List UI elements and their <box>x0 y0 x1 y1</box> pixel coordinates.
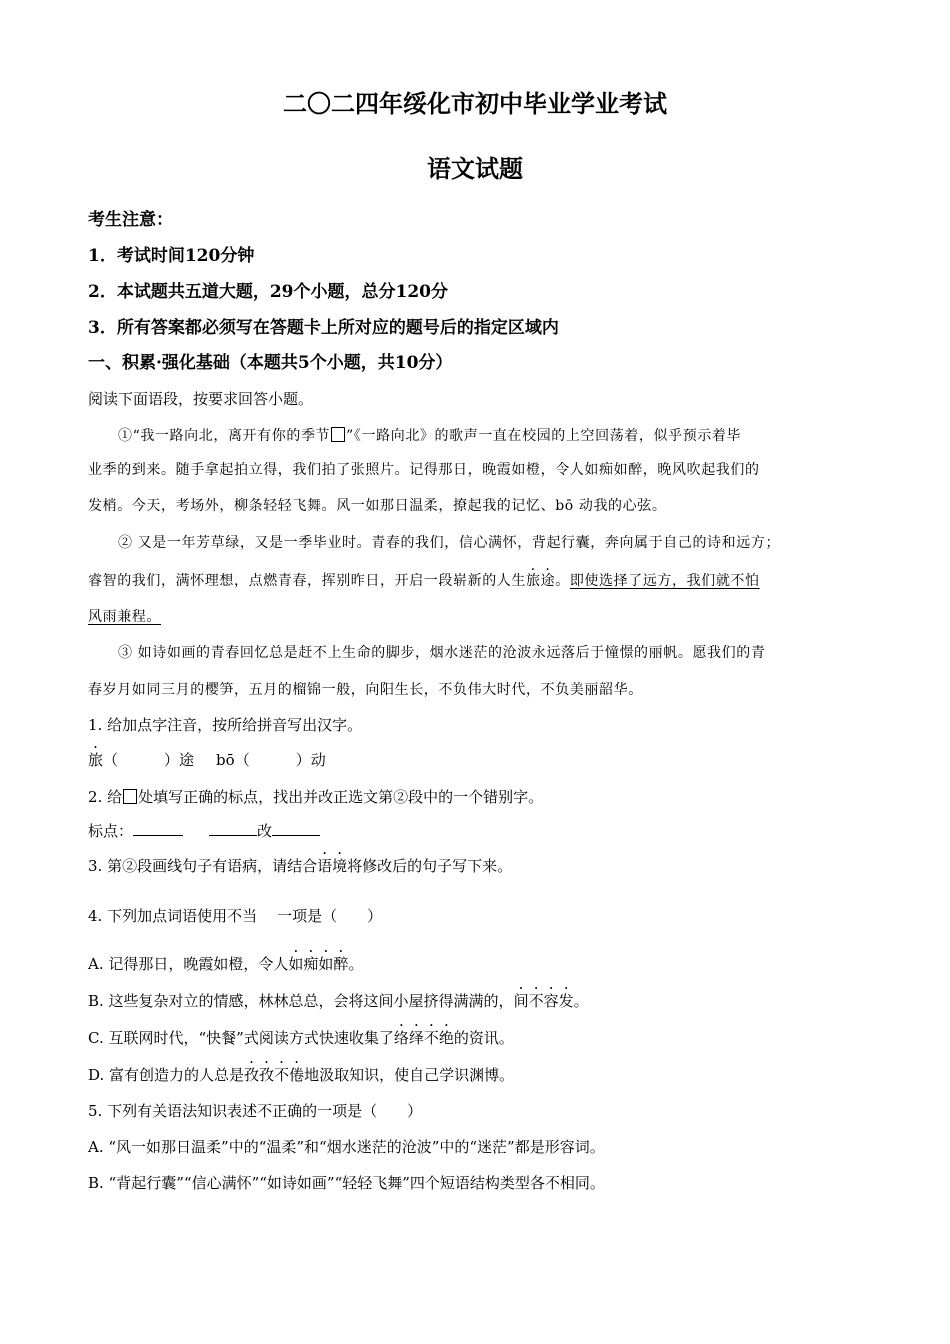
question-2-stem <box>88 789 543 805</box>
underlined-sentence: 即使选择了远方，我们就不怕 <box>569 573 760 589</box>
question-5-option-b: B. “背起行囊”“信心满怀”“如诗如画”“轻轻飞舞”四个短语结构类型各不相同。 <box>88 1174 605 1192</box>
passage-text: ”《一路向北》的歌声一直在校园的上空回荡着，似乎预示着毕 <box>346 428 742 444</box>
dotted-char: 容 <box>543 992 559 1010</box>
dotted-char: 间 <box>513 992 529 1010</box>
paren: （ <box>234 751 250 769</box>
question-1-answer-line <box>88 753 326 768</box>
dotted-char: 倦 <box>289 1066 305 1084</box>
option-text: 。 <box>348 955 364 973</box>
stem-text: 2. 给 <box>88 788 123 806</box>
blank-box <box>123 789 137 804</box>
passage-line: ③ 如诗如画的青春回忆总是赶不上生命的脚步，烟水迷茫的沧波永远落后于憧憬的丽帆。愿我们的青 <box>118 645 766 661</box>
passage-line: 发梢。今天，考场外，柳条轻轻飞舞。风一如那日温柔，撩起我的记忆、bō 动我的心弦。 <box>88 498 667 514</box>
question-4-stem <box>88 909 382 924</box>
section-intro: 阅读下面语段，按要求回答小题。 <box>88 390 314 408</box>
option-text: B. 这些复杂对立的情感，林林总总，会将这间小屋挤得满满的， <box>88 992 514 1010</box>
option-text: C. 互联网时代，“快餐”式阅读方式快速收集了 <box>88 1029 394 1047</box>
question-5-option-a: A. “风一如那日温柔”中的“温柔”和“烟水迷茫的沧波”中的“迷茫”都是形容词。 <box>88 1138 605 1156</box>
stem-text: 将修改后的句子写下来。 <box>347 857 513 875</box>
dotted-char: 不 <box>528 992 544 1010</box>
paren: （ <box>103 751 119 769</box>
dotted-char: 绎 <box>408 1029 424 1047</box>
dotted-char: 发 <box>558 992 574 1010</box>
option-text: A. 记得那日，晚霞如橙，令人 <box>88 955 289 973</box>
passage-text: ①“我一路向北，离开有你的季节 <box>118 428 331 444</box>
exam-title: 二〇二四年绥化市初中毕业学业考试 <box>283 89 667 118</box>
stem-text: 4. 下列加点词语使用不当 <box>88 907 258 925</box>
question-2-answer-line <box>88 824 320 839</box>
dotted-char: 旅 <box>526 573 541 589</box>
dotted-char: 孜 <box>259 1066 275 1084</box>
passage-line: 业季的到来。随手拿起拍立得，我们拍了张照片。记得那日，晚霞如橙，令人如痴如醉，晚风吹起我们的 <box>88 462 760 478</box>
passage-line: 春岁月如同三月的樱笋，五月的榴锦一般，向阳生长，不负伟大时代，不负美丽韶华。 <box>88 682 643 698</box>
stem-text: 5. 下列有关语法知识表述不正确的一项是（ <box>88 1102 378 1120</box>
dotted-char: 络 <box>393 1029 409 1047</box>
dotted-char: 绝 <box>438 1029 454 1047</box>
answer-blank[interactable] <box>272 834 320 836</box>
paren: ）途 <box>164 751 195 769</box>
stem-text: ） <box>367 907 383 925</box>
dotted-char: 如 <box>288 955 304 973</box>
passage-line <box>88 610 161 624</box>
passage-text: 睿智的我们，满怀理想，点燃青春，挥别昨日，开启一段崭新的人生 <box>88 573 526 589</box>
passage-text: 。 <box>555 573 570 589</box>
stem-text: 一项是（ <box>277 907 338 925</box>
label: 标点： <box>88 822 134 840</box>
question-4-option-b <box>88 994 589 1009</box>
pinyin: bō <box>216 751 235 769</box>
option-text: 地汲取知识，使自己学识渊博。 <box>304 1066 515 1084</box>
exam-subtitle: 语文试题 <box>427 154 523 183</box>
question-3-stem <box>88 859 512 874</box>
question-4-option-a <box>88 957 363 972</box>
dotted-char: 旅 <box>88 751 104 769</box>
dotted-char: 境 <box>332 857 348 875</box>
underlined-sentence: 风雨兼程。 <box>88 609 161 625</box>
paren: ）动 <box>295 751 326 769</box>
dotted-char: 不 <box>423 1029 439 1047</box>
dotted-char: 如 <box>318 955 334 973</box>
notice-heading: 考生注意： <box>88 210 173 230</box>
passage-line <box>118 427 741 443</box>
question-1-stem: 1. 给加点字注音，按所给拼音写出汉字。 <box>88 716 363 734</box>
dotted-char: 痴 <box>303 955 319 973</box>
dotted-char: 醉 <box>333 955 349 973</box>
passage-line: ② 又是一年芳草绿，又是一季毕业时。青春的我们，信心满怀，背起行囊，奔向属于自己的诗和远方； <box>118 535 781 551</box>
stem-text: 处填写正确的标点，找出并改正选文第②段中的一个错别字。 <box>138 788 544 806</box>
dotted-char: 语 <box>317 857 333 875</box>
stem-text: 3. 第②段画线句子有语病，请结合 <box>88 857 318 875</box>
passage-line <box>88 574 760 588</box>
answer-blank[interactable] <box>209 834 257 836</box>
blank-box <box>331 427 345 442</box>
dotted-char: 不 <box>274 1066 290 1084</box>
notice-item: 2．本试题共五道大题，29个小题，总分120分 <box>88 282 448 302</box>
option-text: D. 富有创造力的人总是 <box>88 1066 245 1084</box>
section-heading: 一、积累·强化基础（本题共5个小题，共10分） <box>88 353 453 373</box>
question-4-option-c <box>88 1031 514 1046</box>
question-4-option-d <box>88 1068 514 1083</box>
notice-item: 1．考试时间120分钟 <box>88 246 255 266</box>
option-text: 。 <box>573 992 589 1010</box>
answer-blank[interactable] <box>133 834 183 836</box>
notice-item: 3．所有答案都必须写在答题卡上所对应的题号后的指定区域内 <box>88 318 559 338</box>
question-5-stem <box>88 1104 422 1119</box>
label: 改 <box>257 822 273 840</box>
option-text: 的资讯。 <box>453 1029 514 1047</box>
dotted-char: 孜 <box>244 1066 260 1084</box>
stem-text: ） <box>407 1102 423 1120</box>
dotted-char: 途 <box>540 573 556 589</box>
